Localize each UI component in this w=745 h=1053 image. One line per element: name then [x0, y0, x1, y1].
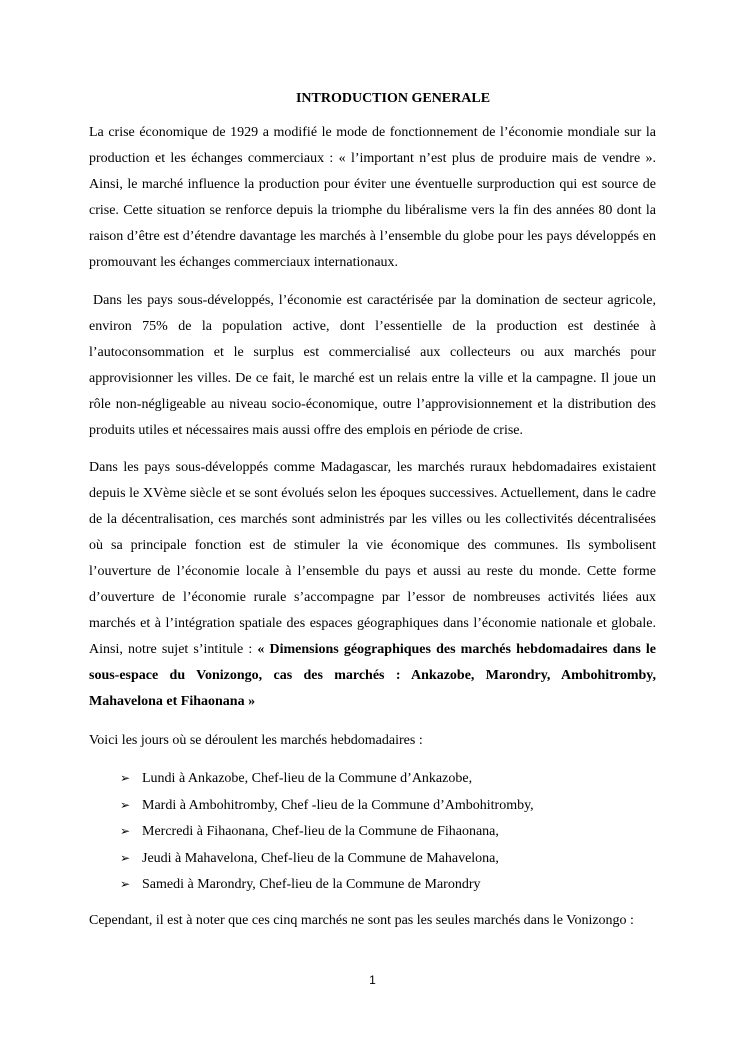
list-item [120, 765, 534, 792]
page-title: INTRODUCTION GENERALE [295, 91, 491, 106]
market-day-text: Mardi à Ambohitromby, Chef -lieu de la Commune d’Ambohitromby, [142, 797, 534, 813]
page-number: 1 [369, 973, 376, 987]
paragraph-madagascar [89, 455, 656, 715]
market-day-text: Samedi à Marondry, Chef-lieu de la Commune de Marondry [142, 877, 481, 892]
arrow-bullet-icon: ➢ [120, 877, 131, 891]
arrow-bullet-icon: ➢ [120, 797, 131, 812]
list-item [120, 871, 534, 898]
market-days-list [120, 765, 534, 898]
list-item [120, 845, 534, 872]
arrow-bullet-icon: ➢ [120, 771, 131, 785]
arrow-bullet-icon: ➢ [120, 824, 131, 838]
list-item [120, 792, 534, 819]
market-day-text: Lundi à Ankazobe, Chef-lieu de la Commune d’Ankazobe, [142, 771, 473, 786]
paragraph-crise-1929: La crise économique de 1929 a modifié le mode de fonctionnement de l’économie mondiale sur la production et les échanges commerciaux : « l’important n’est plus de produire mais de vendre ». Ainsi, le marché influence la production pour éviter une éventuelle surproduction qui est source de crise. Cette situation se renforce depuis la triomphe du libéralisme vers la fin des années 80 dont la raison d’être est d’étendre davantage les marchés à l’ensemble du globe pour les pays développés en promouvant les échanges commerciaux internationaux. [89, 125, 656, 270]
paragraph-pays-sous-developpes: Dans les pays sous-développés, l’économie est caractérisée par la domination de secteur agricole, environ 75% de la population active, dont l’essentielle de la production est destinée à l’autoconsommation et le surplus est commercialisé aux collecteurs ou aux marchés pour approvisionner les villes. De ce fait, le marché est un relais entre la ville et la campagne. Il joue un rôle non-négligeable au niveau socio-économique, outre l’approvisionnement et la distribution des produits utiles et nécessaires mais aussi offre des emplois en période de crise. [89, 293, 656, 438]
paragraph-closing: Cependant, il est à noter que ces cinq marchés ne sont pas les seules marchés dans le Vonizongo : [89, 913, 634, 928]
market-day-text: Jeudi à Mahavelona, Chef-lieu de la Commune de Mahavelona, [142, 850, 499, 866]
list-intro: Voici les jours où se déroulent les marchés hebdomadaires : [89, 733, 423, 748]
paragraph-madagascar-text: Dans les pays sous-développés comme Madagascar, les marchés ruraux hebdomadaires existaient depuis le XVème siècle et se sont évolués selon les époques successives. Actuellement, dans le cadre de la décentralisation, ces marchés sont administrés par les villes ou les collectivités décentralisées où sa principale fonction est de stimuler la vie économique des communes. Ils symbolisent l’ouverture de l’économie locale à l’ensemble du pays et aussi au reste du monde. Cette forme d’ouverture de l’économie rurale s’accompagne par l’essor de nombreuses activités liées aux marchés et à l’intégration spatiale des espaces géographiques dans l’économie nationale et globale. Ainsi, notre sujet s’intitule : [89, 460, 656, 657]
subject-title: « Dimensions géographiques des marchés hebdomadaires dans le sous-espace du Vonizongo, cas des marchés : Ankazobe, Marondry, Ambohitromby, Mahavelona et Fihaonana » [89, 642, 657, 709]
list-item [120, 818, 534, 845]
arrow-bullet-icon: ➢ [120, 850, 131, 865]
market-day-text: Mercredi à Fihaonana, Chef-lieu de la Commune de Fihaonana, [142, 824, 499, 839]
